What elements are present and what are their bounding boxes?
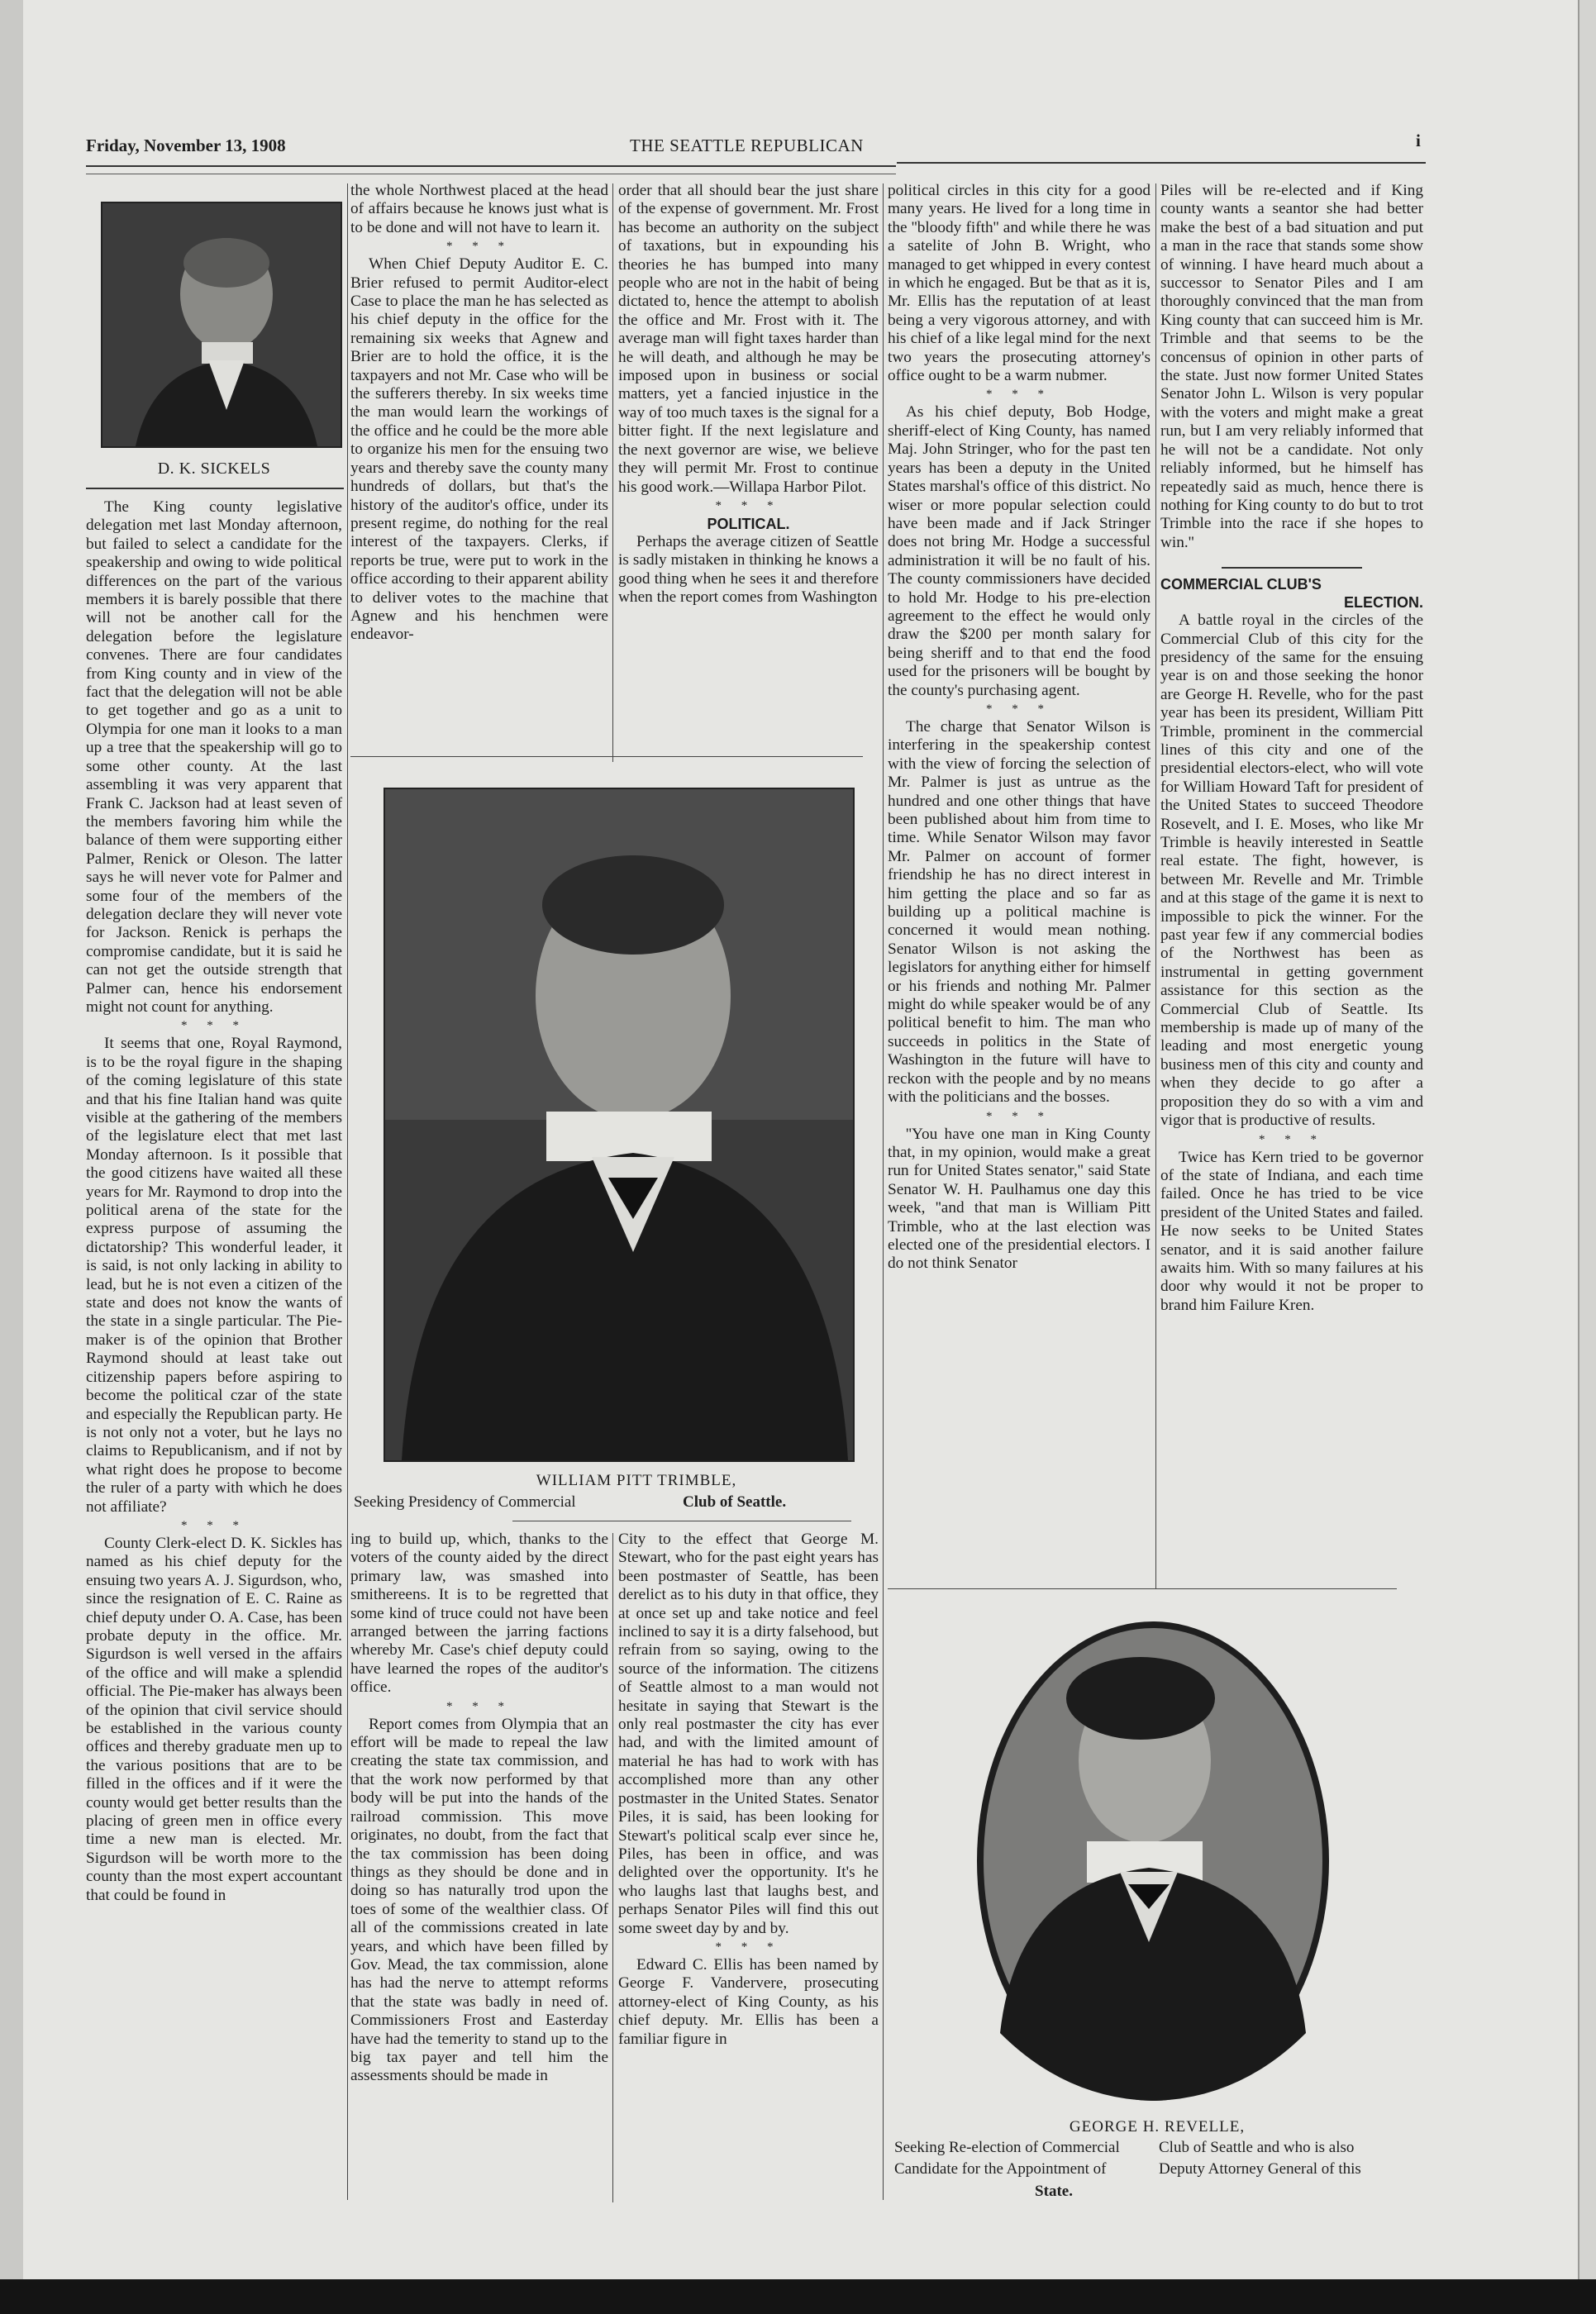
masthead-rule <box>86 165 896 167</box>
newspaper-title: THE SEATTLE REPUBLICAN <box>630 136 864 155</box>
revelle-caption-name: GEORGE H. REVELLE, <box>1069 2118 1246 2135</box>
revelle-caption-line1-right: Club of Seattle and who is also <box>1159 2139 1355 2156</box>
sickels-caption: D. K. SICKELS <box>157 459 271 478</box>
column-1-text <box>86 498 342 1905</box>
column-divider <box>612 1533 613 2202</box>
column-3-bottom-text <box>618 1531 879 2049</box>
spacer <box>1160 552 1423 567</box>
article-paragraph: Twice has Kern tried to be governor of the state of Indiana, and each time failed. Once he has tried to be vice president of the United States and failed. He now seeks to be United States senator, and it is said another failure awaits him. With so many failures at his door why would it not be proper to brand him Failure Kren. <box>1160 1148 1423 1314</box>
section-rule <box>1222 567 1362 569</box>
section-separator: * * * <box>715 498 782 512</box>
photo-top-rule <box>888 1588 1397 1589</box>
sickels-portrait <box>101 202 342 448</box>
column-divider <box>1155 183 1156 1588</box>
column-divider <box>347 183 348 2200</box>
trimble-portrait <box>384 788 855 1462</box>
revelle-caption-line2-left: Candidate for the Appointment of <box>894 2160 1107 2178</box>
section-separator: * * * <box>181 1518 247 1532</box>
revelle-portrait <box>975 1620 1331 2102</box>
article-paragraph: City to the effect that George M. Stewart, who for the past eight years has been postmaster of Seattle, has been derelict as to his duty in that office, they at once set up and take notice and feel inclined to say it is a dirty falsehood, but refrain from so saying, owing to the source of the information. The citizens of Seattle almost to a man would not hesitate in saying that Stewart is the only real postmaster the city has ever had, and with the limited amount of material he has had to work with has accomplished more than any other postmaster in the United States. Senator Piles, it is said, has been looking for Stewart's political scalp ever since he, Piles, has been in office, and was delighted over the opportunity. It's he who laughs last that laughs best, and perhaps Senator Piles will find this out some sweet day by and by. <box>618 1531 879 1937</box>
section-separator: * * * <box>446 1699 512 1713</box>
article-paragraph: The charge that Senator Wilson is interfering in the speakership contest with the view of forcing the selection of Mr. Palmer is just as untrue as the hundred and one other things that have been published about him from time to time. While Senator Wilson may favor Mr. Palmer on account of former friendship he has no direct interest in him getting the place and so far as building up a political machine is concerned it would mean nothing. Senator Wilson is not asking the legislators for anything either for himself or his friends and nothing Mr. Palmer might do while speaker would be of any political benefit to him. The man who succeeds in politics in the State of Washington in the future will have to reckon with the people and by no means with the politicians and the bosses. <box>888 717 1151 1107</box>
article-paragraph: ing to build up, which, thanks to the voters of the county aided by the direct primary law, was smashed into smithereens. It is to be regretted that some kind of truce could not have been arranged between the jarring factions whereby Mr. Case's chief deputy could have learned the ropes of the auditor's office. <box>350 1531 608 1697</box>
article-paragraph: the whole Northwest placed at the head of affairs because he knows just what is to be done and will not have to learn it. <box>350 182 608 236</box>
section-separator: * * * <box>986 1109 1052 1123</box>
issue-date: Friday, November 13, 1908 <box>86 136 286 155</box>
section-separator: * * * <box>715 1940 782 1954</box>
article-paragraph: Piles will be re-elected and if King county wants a seantor she had better make the best of a bad situation and put a man in the race that stands some show of winning. I have heard much about a successor to Senator Piles and I am thoroughly convinced that the man from King county that can succeed him is Mr. Trimble and that seems to be the concensus of opinion in other parts of the state. Just now former United States Senator John L. Wilson is very popular with the voters and might make a great run, but I am very reliably informed that he will not be a candidate. Not only reliably informed, but he himself has repeatedly said as much, hence there is nothing for King county to do but to trot Trimble into the race if she hopes to win.'' <box>1160 182 1423 551</box>
article-paragraph: As his chief deputy, Bob Hodge, sheriff-elect of King County, has named Maj. John Stringer, who for the past ten years has been a deputy in the United States marshal's office of this district. No wiser or more popular selection could have been made and if Jack Stringer does not bring Mr. Hodge a successful administration it will be no fault of his. The county commissioners have decided to hold Mr. Hodge to his pre-election agreement to the effect he would only draw the $200 per month salary for being sheriff and to that end the food used for the prisoners will be bought by the county's purchasing agent. <box>888 403 1151 699</box>
column-4-text <box>888 182 1151 1274</box>
political-heading: POLITICAL. <box>707 515 790 532</box>
revelle-portrait-image <box>975 1620 1331 2102</box>
section-separator: * * * <box>181 1019 247 1033</box>
page-right-edge <box>1578 0 1596 2279</box>
section-separator: * * * <box>986 388 1052 402</box>
article-paragraph: The King county legislative delegation met last Monday afternoon, but failed to select a candidate for the speakership and owing to wide political differences on the part of the various members it is barely possible that there will not be another call for the delegation before the legislature convenes. There are four candidates from King county and in view of the fact that the delegation will not be able to get together and go as a unit to Olympia for one man it looks to a man up a tree that the speakership will go to some other county. At the last assembling it was very apparent that Frank C. Jackson had at least seven of the members favoring him while the balance of them were supporting either Palmer, Renick or Oleson. The latter says he will never vote for Palmer and some four of the members of the delegation declare they will never vote for Jackson. Renick is perhaps the compromise candidate, but it is said he can not get the outside strength that Palmer can, hence his endorsement might not count for anything. <box>86 498 342 1016</box>
trimble-caption-desc-left: Seeking Presidency of Commercial <box>354 1493 576 1511</box>
caption-rule <box>86 488 344 489</box>
page-mark: i <box>1416 131 1421 150</box>
column-3-top-text <box>618 182 879 607</box>
article-paragraph: It seems that one, Royal Raymond, is to be the royal figure in the shaping of the coming legislature of this state and that his fine Italian hand was quite visible at the gathering of the members of the legislature elect that met last Monday afternoon. Is it possible that the good citizens have waited all these years for Mr. Raymond to drop into the political arena of the state for the express purpose of assuming the dictatorship? This wonderful leader, it is said, is not only lacking in ability to lead, but he is not even a citizen of the state and does not know the wants of the state in a single particular. The Pie-maker is of the opinion that Brother Raymond should at least take out citizenship papers before aspiring to become the political czar of the state and especially the Republican party. He is not only not a voter, but he lays no claims to Republicanism, and if not by what right does he propose to become the ruler of a party with which he does not affiliate? <box>86 1035 342 1516</box>
section-separator: * * * <box>986 702 1052 716</box>
article-paragraph: order that all should bear the just share of the expense of government. Mr. Frost has become an authority on the subject of taxations, but in expounding his theories he has bumped into many people who are not in the habit of being dictated to, hence the attempt to abolish the office and Mr. Frost with it. The average man will fight taxes harder than he will death, and although he may be imposed upon in business or social matters, yet a fancied injustice in the way of too much taxes is the signal for a bitter fight. If the next legislature and the next governor are wise, we believe they will permit Mr. Frost to continue his good work.—Willapa Harbor Pilot. <box>618 182 879 496</box>
section-separator: * * * <box>1259 1132 1325 1146</box>
trimble-portrait-image <box>385 789 853 1460</box>
article-paragraph: ''You have one man in King County that, in my opinion, would make a great run for United States senator,'' said State Senator W. H. Paulhamus one day this week, ''and that man is William Pitt Trimble, who at the last election was elected one of the presidential electors. I do not think Senator <box>888 1125 1151 1273</box>
revelle-caption-line2-right: Deputy Attorney General of this <box>1159 2160 1361 2178</box>
commercial-club-heading: COMMERCIAL CLUB'S <box>1160 576 1322 593</box>
article-paragraph: A battle royal in the circles of the Commercial Club of this city for the presidency of the same for the ensuing year is on and those seeking the honor are George H. Revelle, who for the past year has been its president, William Pitt Trimble, prominent in the commercial lines of this city and one of the presidential electors-elect, who will vote for William Howard Taft for president of the United States to succeed Theodore Rosevelt, and I. E. Moses, who like Mr Trimble is heavily interested in Seattle real estate. The fight, however, is between Mr. Revelle and Mr. Trimble and at this stage of the game it is next to impossible to pick the winner. For the past year few if any commercial bodies of the Northwest has been as instrumental in getting government assistance for this section as the Commercial Club of Seattle. Its membership is made up of many of the leading and most energetic young business men of this city and county and when they decide to go after a proposition they do so with a vim and vigor that is productive of results. <box>1160 612 1423 1130</box>
column-divider <box>883 183 884 2200</box>
photo-top-rule <box>350 756 863 757</box>
article-paragraph: County Clerk-elect D. K. Sickles has named as his chief deputy for the ensuing two years A. J. Sigurdson, who, since the resignation of E. C. Raine as chief deputy under O. A. Case, has been probate deputy in the office. Mr. Sigurdson is well versed in the affairs of the office and will make a splendid official. The Pie-maker has always been of the opinion that civil service should be established in the various county offices and thereby graduate men up to the various positions that are to be filled in the offices and if it were the county would get better results than the placing of green men in office every time a new man is elected. Mr. Sigurdson will be worth more to the county than the most expert accountant that could be found in <box>86 1534 342 1904</box>
revelle-caption-line1-left: Seeking Re-election of Commercial <box>894 2139 1120 2156</box>
trimble-caption-name: WILLIAM PITT TRIMBLE, <box>536 1472 737 1489</box>
revelle-caption-line3: State. <box>1035 2183 1073 2200</box>
column-5-text <box>1160 182 1423 1315</box>
article-paragraph: political circles in this city for a good many years. He lived for a long time in the ''bloody fifth'' and while there he was a satelite of John B. Wright, who managed to get whipped in every contest in which he engaged. But be that as it is, Mr. Ellis has the reputation of at least being a very vigorous attorney, and with his chief of a like legal mind for the next two years the prosecuting attorney's office ought to be a warm nubmer. <box>888 182 1151 385</box>
column-2-bottom-text <box>350 1531 608 2086</box>
column-divider <box>612 183 613 762</box>
article-paragraph: When Chief Deputy Auditor E. C. Brier refused to permit Auditor-elect Case to place the man he has selected as his chief deputy in the office for the remaining six weeks that Agnew and Brier are to hold the office, it is the taxpayers and not Mr. Case who will be the sufferers thereby. In six weeks time the man would learn the workings of the office and he could be the more able to organize his men for the ensuing two years and thereby save the county many hundreds of dollars, but that's the history of the auditor's office, under its present regime, do nothing for the real interest of the taxpayers. Clerks, if reports be true, were put to work in the office according to their apparent ability to deliver votes to the machine that Agnew and his henchmen were endeavor- <box>350 255 608 644</box>
section-separator: * * * <box>446 240 512 254</box>
trimble-caption-desc-right: Club of Seattle. <box>683 1493 787 1511</box>
masthead-rule-right <box>897 162 1426 164</box>
article-paragraph: Edward C. Ellis has been named by George F. Vandervere, prosecuting attorney-elect of King County, as his chief deputy. Mr. Ellis has been a familiar figure in <box>618 1955 879 2048</box>
column-2-top-text <box>350 182 608 645</box>
binding-edge <box>0 0 25 2279</box>
article-paragraph: Report comes from Olympia that an effort will be made to repeal the law creating the state tax commission, and that the work now performed by that body will be put into the hands of the railroad commission. This move originates, no doubt, from the fact that the tax commission has been doing things as they should be done and in doing so has naturally trod upon the toes of some of the wealthier class. Of all of the commissions created in late years, and which have been filled by Gov. Mead, the tax commission, alone has had the nerve to attempt reforms that the state was badly in need of. Commissioners Frost and Easterday have had the temerity to stand up to the big tax payer and tell him the assessments should be made in <box>350 1715 608 2085</box>
article-paragraph: Perhaps the average citizen of Seattle is sadly mistaken in thinking he knows a good thing when he sees it and therefore when the report comes from Washington <box>618 532 879 607</box>
commercial-club-heading-2: ELECTION. <box>1343 594 1423 612</box>
sickels-portrait-image <box>102 203 341 446</box>
